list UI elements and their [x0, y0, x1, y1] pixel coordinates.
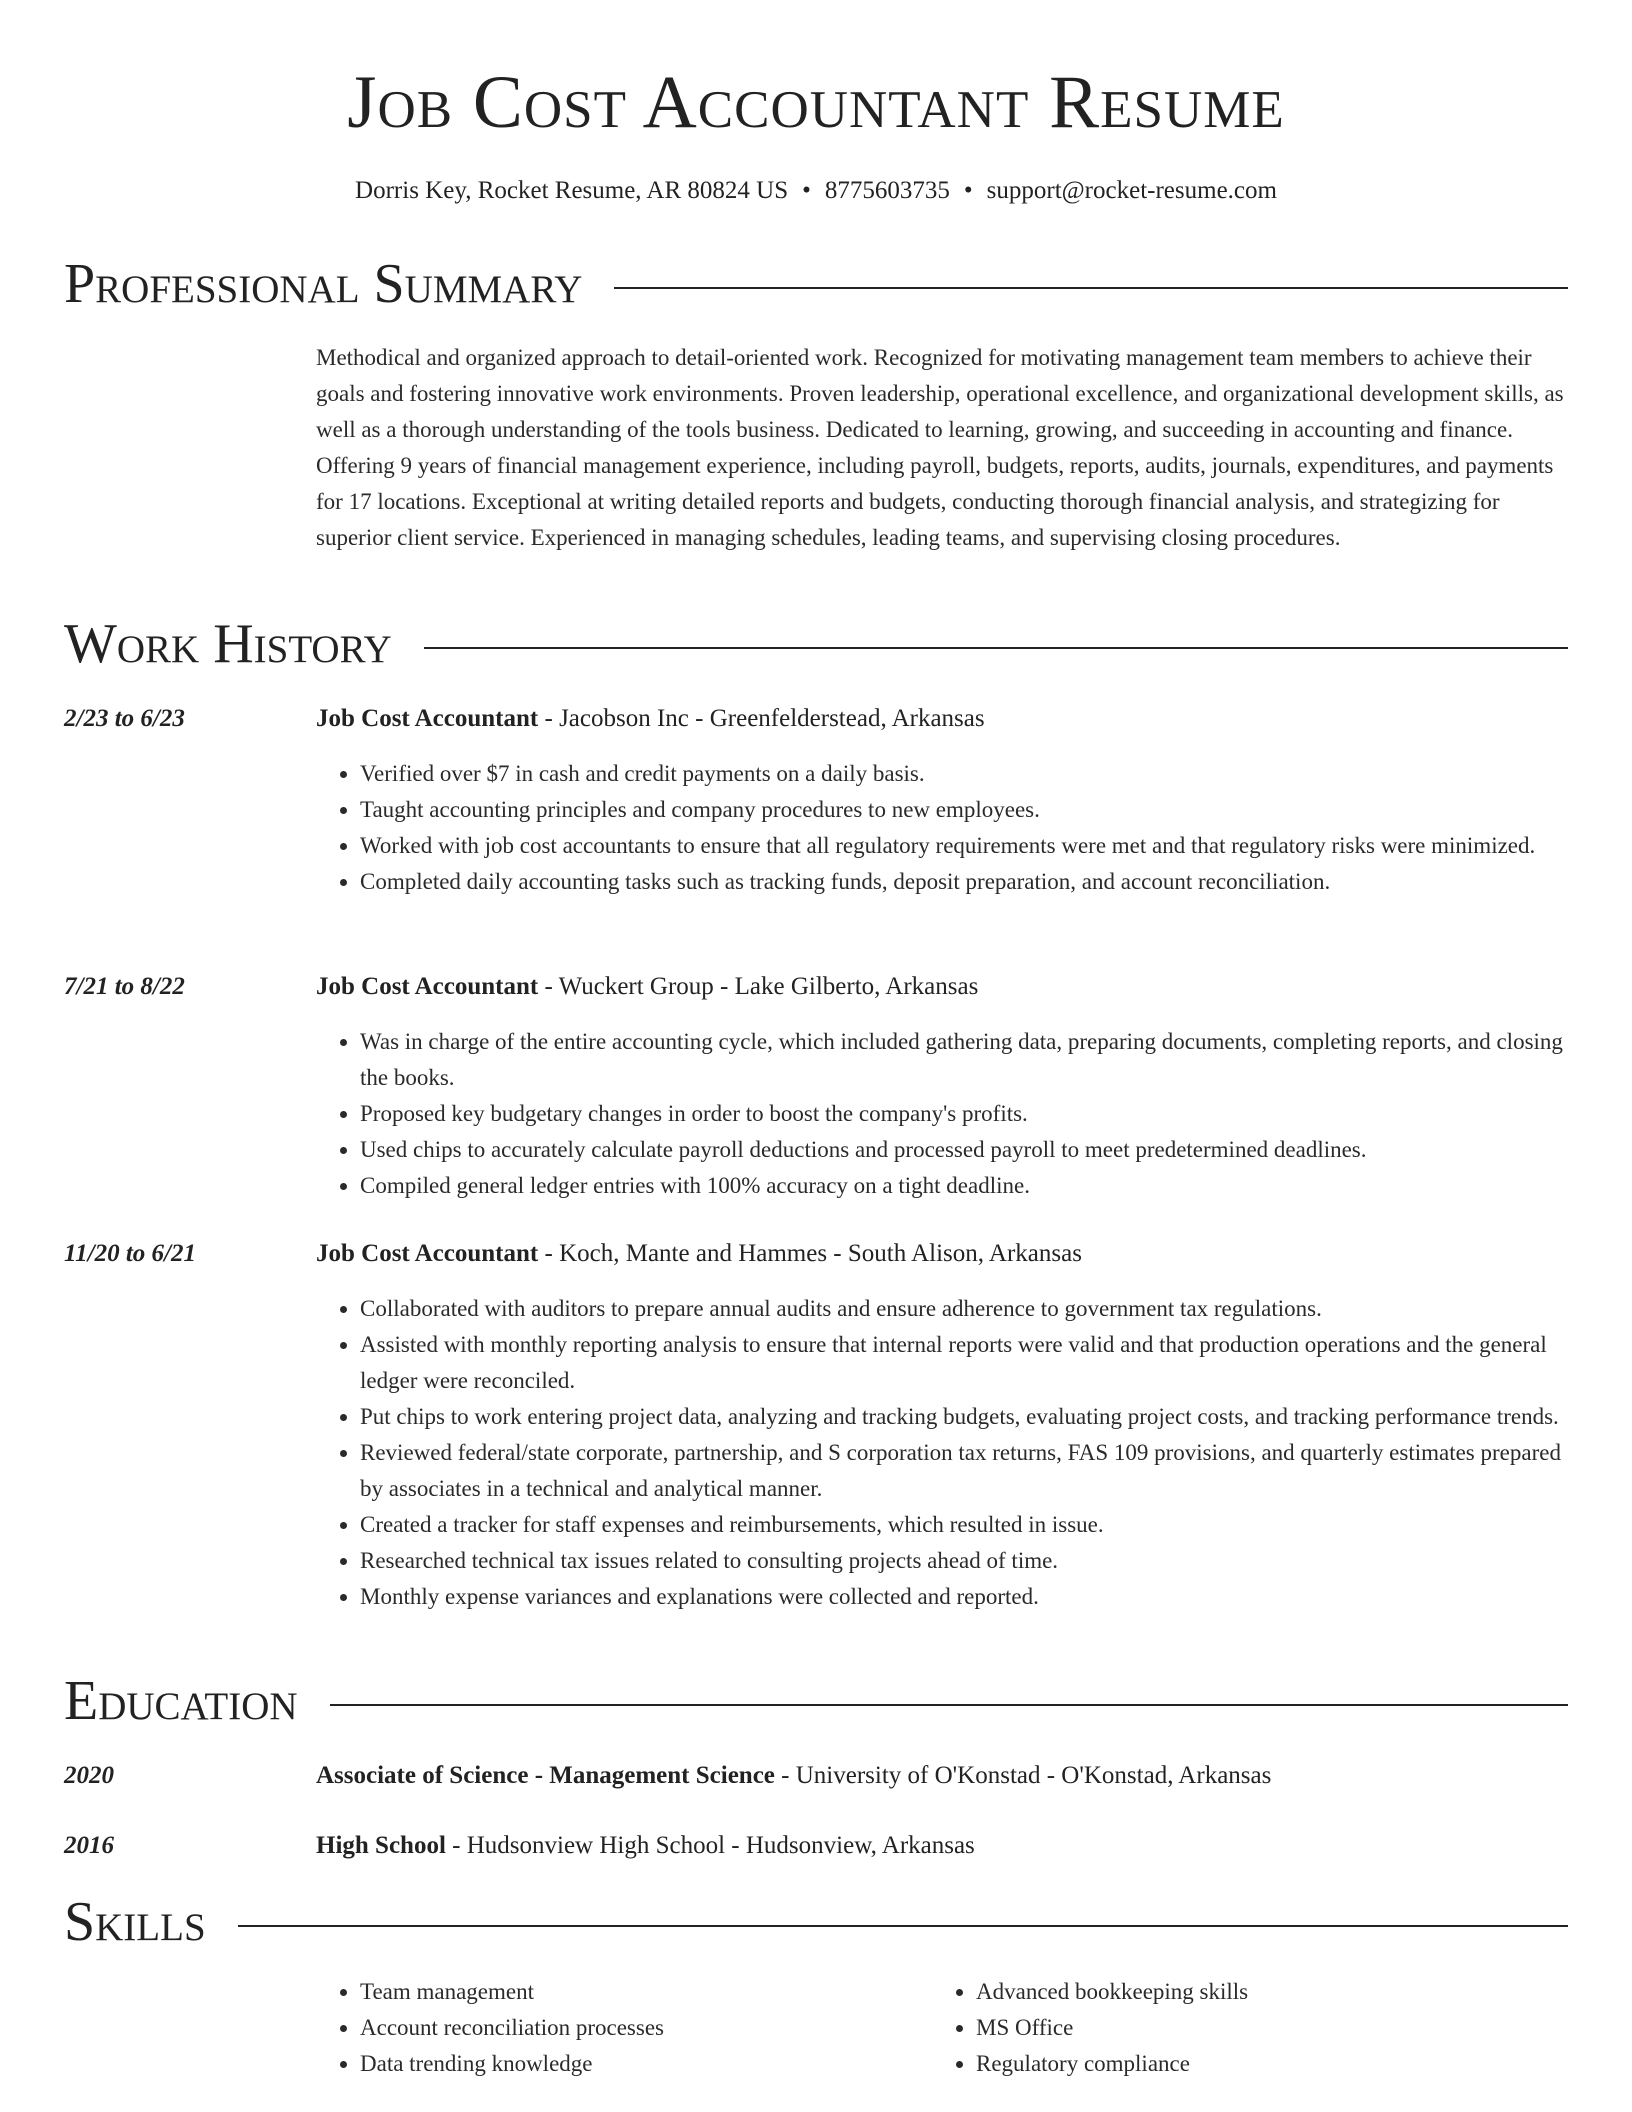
section-title-skills: Skills: [64, 1891, 206, 1953]
section-title-summary: Professional Summary: [64, 253, 583, 315]
resume-title: Job Cost Accountant Resume: [347, 61, 1285, 144]
bullet-item: • Put chips to work entering project data, analyzing and tracking budgets, evaluating project costs, and tracking performance trends.: [360, 1399, 1576, 1435]
bullet-item: • Monthly expense variances and explanations were collected and reported.: [360, 1579, 1576, 1615]
job-dates: 7/21 to 8/22: [64, 973, 185, 1000]
section-divider: [238, 1925, 1568, 1927]
bullet-item: • Compiled general ledger entries with 100% accuracy on a tight deadline.: [360, 1168, 1576, 1204]
work-section-heading: [64, 612, 1568, 676]
skill-item: • MS Office: [976, 2010, 1572, 2046]
skill-item: • Data trending knowledge: [360, 2046, 926, 2082]
job-dates: 11/20 to 6/21: [64, 1240, 196, 1267]
summary-text: Methodical and organized approach to detail-oriented work. Recognized for motivating management team members to achieve their goals and fostering innovative work environments. Proven leadership, operational excellence, and organizational development skills, as well as a thorough understanding of the tools business. Dedicated to learning, growing, and succeeding in accounting and finance. Offering 9 years of financial management experience, including payroll, budgets, reports, audits, journals, expenditures, and payments for 17 locations. Exceptional at writing detailed reports and budgets, conducting thorough financial analysis, and strategizing for superior client service. Experienced in managing schedules, leading teams, and supervising closing procedures.: [316, 345, 1564, 550]
job-bullets: [316, 756, 1576, 900]
section-divider: [614, 287, 1568, 289]
bullet-item: • Collaborated with auditors to prepare annual audits and ensure adherence to government tax regulations.: [360, 1291, 1576, 1327]
section-divider: [330, 1704, 1568, 1706]
education-details: - Hudsonview High School - Hudsonview, Arkansas: [445, 1832, 975, 1859]
bullet-item: • Proposed key budgetary changes in order to boost the company's profits.: [360, 1096, 1576, 1132]
bullet-item: • Used chips to accurately calculate payroll deductions and processed payroll to meet predetermined deadlines.: [360, 1132, 1576, 1168]
section-divider: [424, 647, 1568, 649]
bullet-item: • Researched technical tax issues related to consulting projects ahead of time.: [360, 1543, 1576, 1579]
skill-item: • Advanced bookkeeping skills: [976, 1974, 1572, 2010]
contact-address: Dorris Key, Rocket Resume, AR 80824 US: [355, 177, 789, 204]
bullet-item: • Assisted with monthly reporting analysis to ensure that internal reports were valid and that production operations and the general ledger were reconciled.: [360, 1327, 1576, 1399]
job-details: - Jacobson Inc - Greenfelderstead, Arkansas: [538, 705, 985, 732]
job-title: Job Cost Accountant: [316, 973, 539, 1000]
bullet-item: • Completed daily accounting tasks such as tracking funds, deposit preparation, and account reconciliation.: [360, 864, 1576, 900]
bullet-item: • Taught accounting principles and company procedures to new employees.: [360, 792, 1576, 828]
bullet-item: • Reviewed federal/state corporate, partnership, and S corporation tax returns, FAS 109 provisions, and quarterly estimates prepared by associates in a technical and analytical manner.: [360, 1435, 1576, 1507]
skill-item: • Team management: [360, 1974, 926, 2010]
education-entry: [316, 1829, 1576, 1863]
job-header: [316, 702, 1576, 736]
skill-item: • Account reconciliation processes: [360, 2010, 926, 2046]
contact-separator: •: [963, 177, 973, 204]
contact-phone: 8775603735: [824, 177, 950, 204]
contact-separator: •: [802, 177, 811, 204]
bullet-item: • Worked with job cost accountants to ensure that all regulatory requirements were met and that regulatory risks were minimized.: [360, 828, 1576, 864]
education-section-heading: [64, 1669, 1568, 1733]
skills-list-left: [316, 1974, 926, 2082]
bullet-item: • Created a tracker for staff expenses and reimbursements, which resulted in issue.: [360, 1507, 1576, 1543]
skill-item: • Regulatory compliance: [976, 2046, 1572, 2082]
education-year: 2020: [64, 1762, 114, 1789]
contact-email: support@rocket-resume.com: [986, 177, 1277, 204]
job-details: - Wuckert Group - Lake Gilberto, Arkansas: [538, 973, 979, 1000]
job-bullets: [316, 1024, 1576, 1204]
education-details: - University of O'Konstad - O'Konstad, Arkansas: [774, 1762, 1272, 1789]
job-bullets: [316, 1291, 1576, 1615]
bullet-item: • Was in charge of the entire accounting cycle, which included gathering data, preparing documents, completing reports, and closing the books.: [360, 1024, 1576, 1096]
education-degree: Associate of Science - Management Science: [316, 1762, 775, 1789]
job-details: - Koch, Mante and Hammes - South Alison, Arkansas: [538, 1240, 1082, 1267]
job-dates: 2/23 to 6/23: [64, 705, 185, 732]
job-header: [316, 970, 1576, 1004]
education-entry: [316, 1759, 1576, 1793]
education-degree: High School: [316, 1832, 446, 1859]
job-title: Job Cost Accountant: [316, 705, 539, 732]
job-title: Job Cost Accountant: [316, 1240, 539, 1267]
skills-section-heading: [64, 1890, 1568, 1954]
summary-section-heading: [64, 252, 1568, 316]
education-year: 2016: [64, 1832, 114, 1859]
bullet-item: • Verified over $7 in cash and credit payments on a daily basis.: [360, 756, 1576, 792]
job-header: [316, 1237, 1576, 1271]
contact-line: [0, 175, 1632, 207]
section-title-education: Education: [64, 1670, 298, 1732]
section-title-work: Work History: [64, 613, 392, 675]
skills-list-right: [932, 1974, 1572, 2082]
